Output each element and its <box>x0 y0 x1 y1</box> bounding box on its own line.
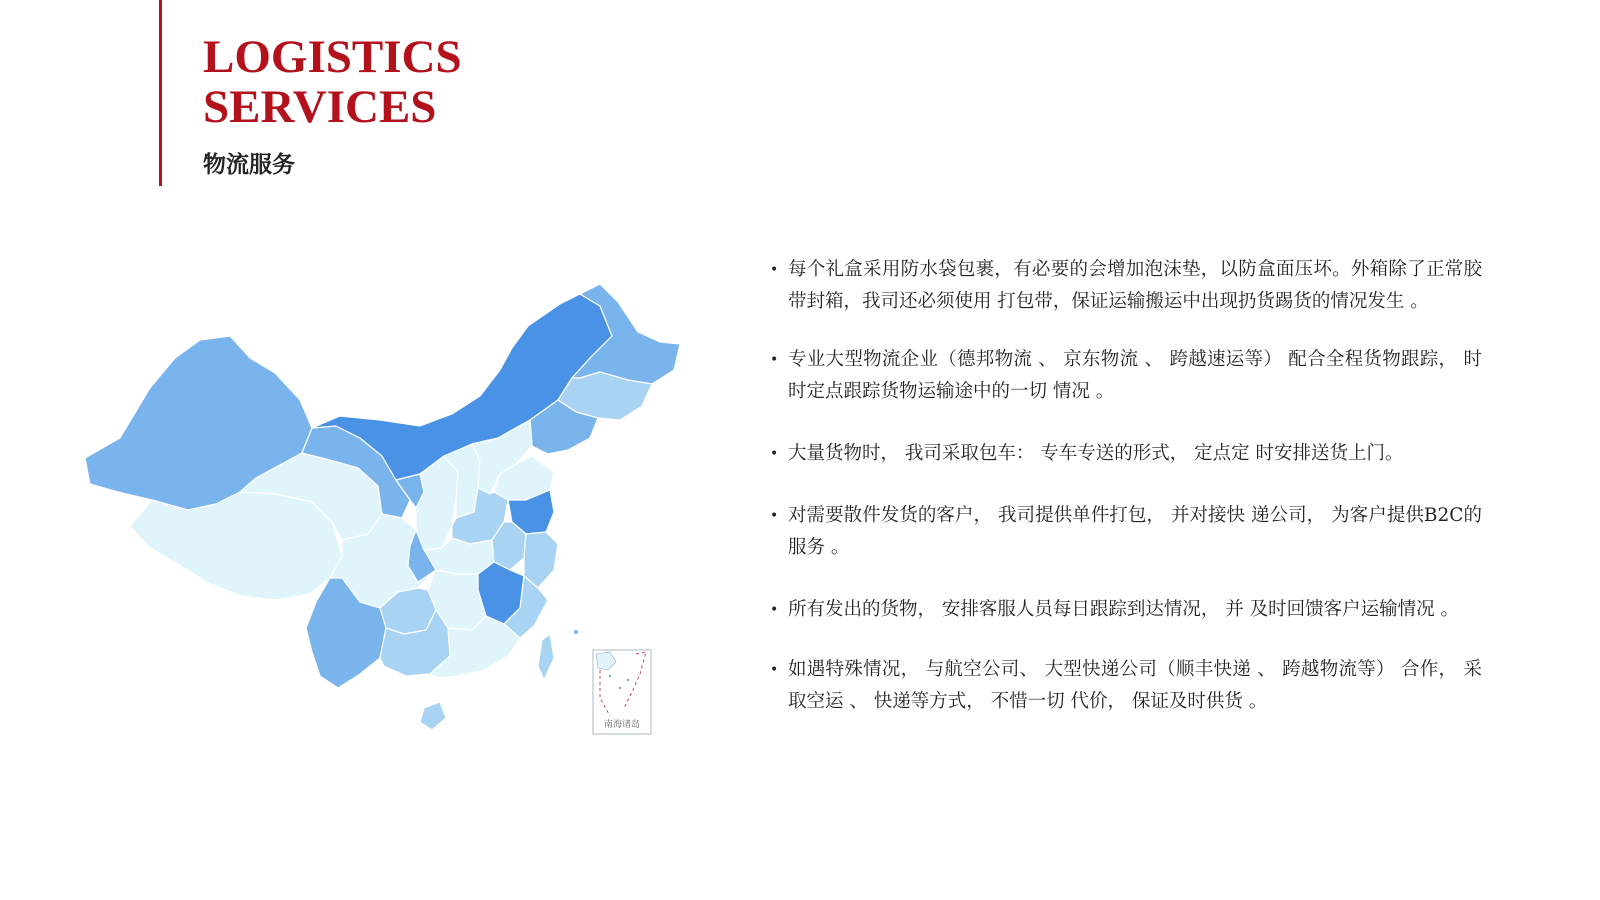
bullet: • <box>770 352 779 368</box>
region-hainan <box>420 702 446 730</box>
china-map-svg <box>80 278 700 758</box>
bullet: • <box>770 446 779 462</box>
china-map <box>80 278 700 758</box>
title-line-2: SERVICES <box>203 81 437 133</box>
service-list <box>762 254 1482 718</box>
page-subtitle: 物流服务 <box>203 152 295 178</box>
south-china-sea-inset <box>593 650 651 734</box>
list-item <box>762 500 1482 564</box>
item-text: 如遇特殊情况， 与航空公司、 大型快递公司（顺丰快递 、 跨越物流等） 合作， 采取空运 、 快递等方式， 不惜一切 代价， 保证及时供货 。 <box>788 659 1482 712</box>
region-island-dot <box>574 630 578 634</box>
item-text: 每个礼盒采用防水袋包裹，有必要的会增加泡沫垫，以防盒面压坏。外箱除了正常胶带封箱，我司还必须使用 打包带，保证运输搬运中出现扔货踢货的情况发生 。 <box>788 259 1482 312</box>
accent-line <box>159 0 162 186</box>
list-item <box>762 438 1482 470</box>
page-title <box>203 32 462 132</box>
region-tibet <box>130 492 342 600</box>
region-taiwan <box>538 634 554 680</box>
title-line-1: LOGISTICS <box>203 31 462 83</box>
item-text: 专业大型物流企业（德邦物流 、 京东物流 、 跨越速运等） 配合全程货物跟踪， 时时定点跟踪货物运输途中的一切 情况 。 <box>788 349 1482 402</box>
item-text: 大量货物时， 我司采取包车： 专车专送的形式， 定点定 时安排送货上门。 <box>788 443 1404 464</box>
bullet: • <box>770 662 779 678</box>
item-text: 所有发出的货物， 安排客服人员每日跟踪到达情况， 并 及时回馈客户运输情况 。 <box>788 599 1460 620</box>
list-item <box>762 594 1482 626</box>
item-text: 对需要散件发货的客户， 我司提供单件打包， 并对接快 递公司， 为客户提供B2C的服务 。 <box>788 505 1482 558</box>
bullet: • <box>770 508 779 524</box>
list-item <box>762 344 1482 408</box>
inset-label: 南海诸岛 <box>603 720 641 730</box>
list-item <box>762 254 1482 318</box>
bullet: • <box>770 262 779 278</box>
list-item <box>762 654 1482 718</box>
bullet: • <box>770 602 779 618</box>
